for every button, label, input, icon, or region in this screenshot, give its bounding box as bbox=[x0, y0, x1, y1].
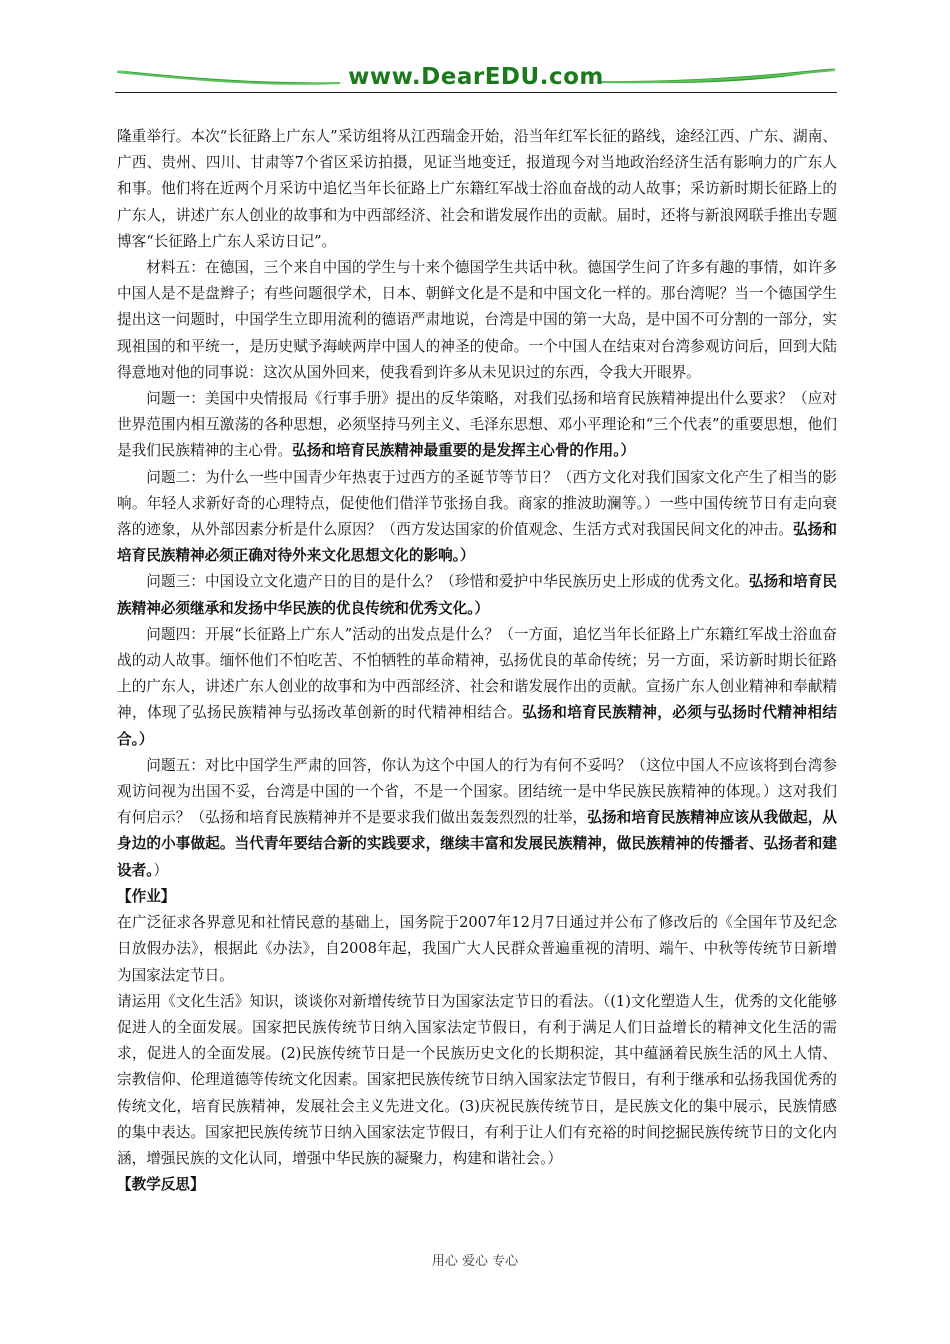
paragraph bbox=[117, 386, 837, 465]
paragraph bbox=[117, 124, 837, 255]
page-header bbox=[115, 62, 837, 92]
text-run: ） bbox=[153, 861, 169, 879]
bold-text-run: 【教学反思】 bbox=[117, 1176, 205, 1194]
text-run: 问题一：美国中央情报局《行事手册》提出的反华策略，对我们弘扬和培育民族精神提出什么要求？（应对世界范围内相互激荡的各种思想，必须坚持马列主义、毛泽东思想、邓小平理论和“三个代表”的重要思想，他们是我们民族精神的主心骨。 bbox=[117, 390, 837, 460]
paragraph bbox=[117, 884, 837, 910]
text-run: 隆重举行。本次“长征路上广东人”采访组将从江西瑞金开始，沿当年红军长征的路线，途经江西、广东、湖南、广西、贵州、四川、甘肃等7个省区采访拍摄，见证当地变迁，报道现今对当地政治经济生活有影响力的广东人和事。他们将在近两个月采访中追忆当年长征路上广东籍红军战士浴血奋战的动人故事；采访新时期长征路上的广东人，讲述广东人创业的故事和为中西部经济、社会和谐发展作出的贡献。届时，还将与新浪网联手推出专题博客“长征路上广东人采访日记”。 bbox=[117, 128, 837, 250]
page-footer: 用心 爱心 专心 bbox=[431, 1254, 519, 1269]
paragraph bbox=[117, 910, 837, 989]
paragraph bbox=[117, 989, 837, 1172]
paragraph bbox=[117, 569, 837, 621]
bold-text-run: 弘扬和培育民族精神必须正确对待外来文化思想文化的影响。） bbox=[117, 521, 837, 565]
paragraph bbox=[117, 1172, 837, 1198]
bold-text-run: 弘扬和培育民族精神应该从我做起，从身边的小事做起。当代青年要结合新的实践要求，继续丰富和发展民族精神，做民族精神的传播者、弘扬者和建设者。 bbox=[117, 809, 837, 879]
site-logo-text: www.DearEDU.com bbox=[348, 64, 604, 90]
header-divider bbox=[115, 92, 837, 93]
text-run: 问题二：为什么一些中国青少年热衷于过西方的圣诞节等节日？（西方文化对我们国家文化产生了相当的影响。年轻人求新好奇的心理特点，促使他们借洋节张扬自我。商家的推波助澜等。）一些中国传统节日有走向衰落的迹象，从外部因素分析是什么原因？（西方发达国家的价值观念、生活方式对我国民间文化的冲击。 bbox=[117, 468, 837, 539]
bold-text-run: 弘扬和培育民族精神必须继承和发扬中华民族的优良传统和优秀文化。） bbox=[117, 573, 837, 617]
bold-text-run: 弘扬和培育民族精神，必须与弘扬时代精神相结合。） bbox=[117, 704, 837, 748]
paragraph bbox=[117, 255, 837, 386]
text-run: 材料五：在德国，三个来自中国的学生与十来个德国学生共话中秋。德国学生问了许多有趣的事情，如许多中国人是不是盘辫子；有些问题很学术，日本、朝鲜文化是不是和中国文化一样的。那台湾呢？当一个德国学生提出这一问题时，中国学生立即用流利的德语严肃地说，台湾是中国的第一大岛，是中国不可分割的一部分，实现祖国的和平统一，是历史赋予海峡两岸中国人的神圣的使命。一个中国人在结束对台湾参观访问后，回到大陆得意地对他的同事说：这次从国外回来，使我看到许多从未见识过的东西，令我大开眼界。 bbox=[117, 259, 837, 381]
document-body bbox=[117, 124, 837, 1198]
paragraph bbox=[117, 622, 837, 753]
text-run: 请运用《文化生活》知识，谈谈你对新增传统节日为国家法定节日的看法。（(1)文化塑造人生，优秀的文化能够促进人的全面发展。国家把民族传统节日纳入国家法定节假日，有利于满足人们日益增长的精神文化生活的需求，促进人的全面发展。(2)民族传统节日是一个民族历史文化的长期积淀，其中蕴涵着民族生活的风土人情、宗教信仰、伦理道德等传统文化因素。国家把民族传统节日纳入国家法定节假日，有利于继承和弘扬我国优秀的传统文化，培育民族精神，发展社会主义先进文化。(3)庆祝民族传统节日，是民族文化的集中展示，民族情感的集中表达。国家把民族传统节日纳入国家法定节假日，有利于让人们有充裕的时间挖掘民族传统节日的文化内涵，增强民族的文化认同，增强中华民族的凝聚力，构建和谐社会。） bbox=[117, 992, 837, 1167]
bold-text-run: 【作业】 bbox=[117, 887, 176, 905]
text-run: 在广泛征求各界意见和社情民意的基础上，国务院于2007年12月7日通过并公布了修改后的《全国年节及纪念日放假办法》，根据此《办法》，自2008年起，我国广大人民群众普遍重视的清明、端午、中秋等传统节日新增为国家法定节日。 bbox=[117, 914, 837, 984]
text-run: 问题三：中国设立文化遗产日的目的是什么？（珍惜和爱护中华民族历史上形成的优秀文化。 bbox=[146, 573, 749, 591]
text-run: 问题五：对比中国学生严肃的回答，你认为这个中国人的行为有何不妥吗？（这位中国人不应该将到台湾参观访问视为出国不妥，台湾是中国的一个省，不是一个国家。团结统一是中华民族民族精神的体现。）这对我们有何启示？（弘扬和培育民族精神并不是要求我们做出轰轰烈烈的壮举， bbox=[117, 756, 837, 827]
paragraph bbox=[117, 753, 837, 884]
text-run: 问题四：开展“长征路上广东人”活动的出发点是什么？（一方面，追忆当年长征路上广东籍红军战士浴血奋战的动人故事。缅怀他们不怕吃苦、不怕牺牲的革命精神，弘扬优良的革命传统；另一方面，采访新时期长征路上的广东人，讲述广东人创业的故事和为中西部经济、社会和谐发展作出的贡献。宣扬广东人创业精神和奉献精神，体现了弘扬民族精神与弘扬改革创新的时代精神相结合。 bbox=[117, 625, 837, 722]
paragraph bbox=[117, 465, 837, 570]
bold-text-run: 弘扬和培育民族精神最重要的是发挥主心骨的作用。） bbox=[292, 442, 636, 460]
